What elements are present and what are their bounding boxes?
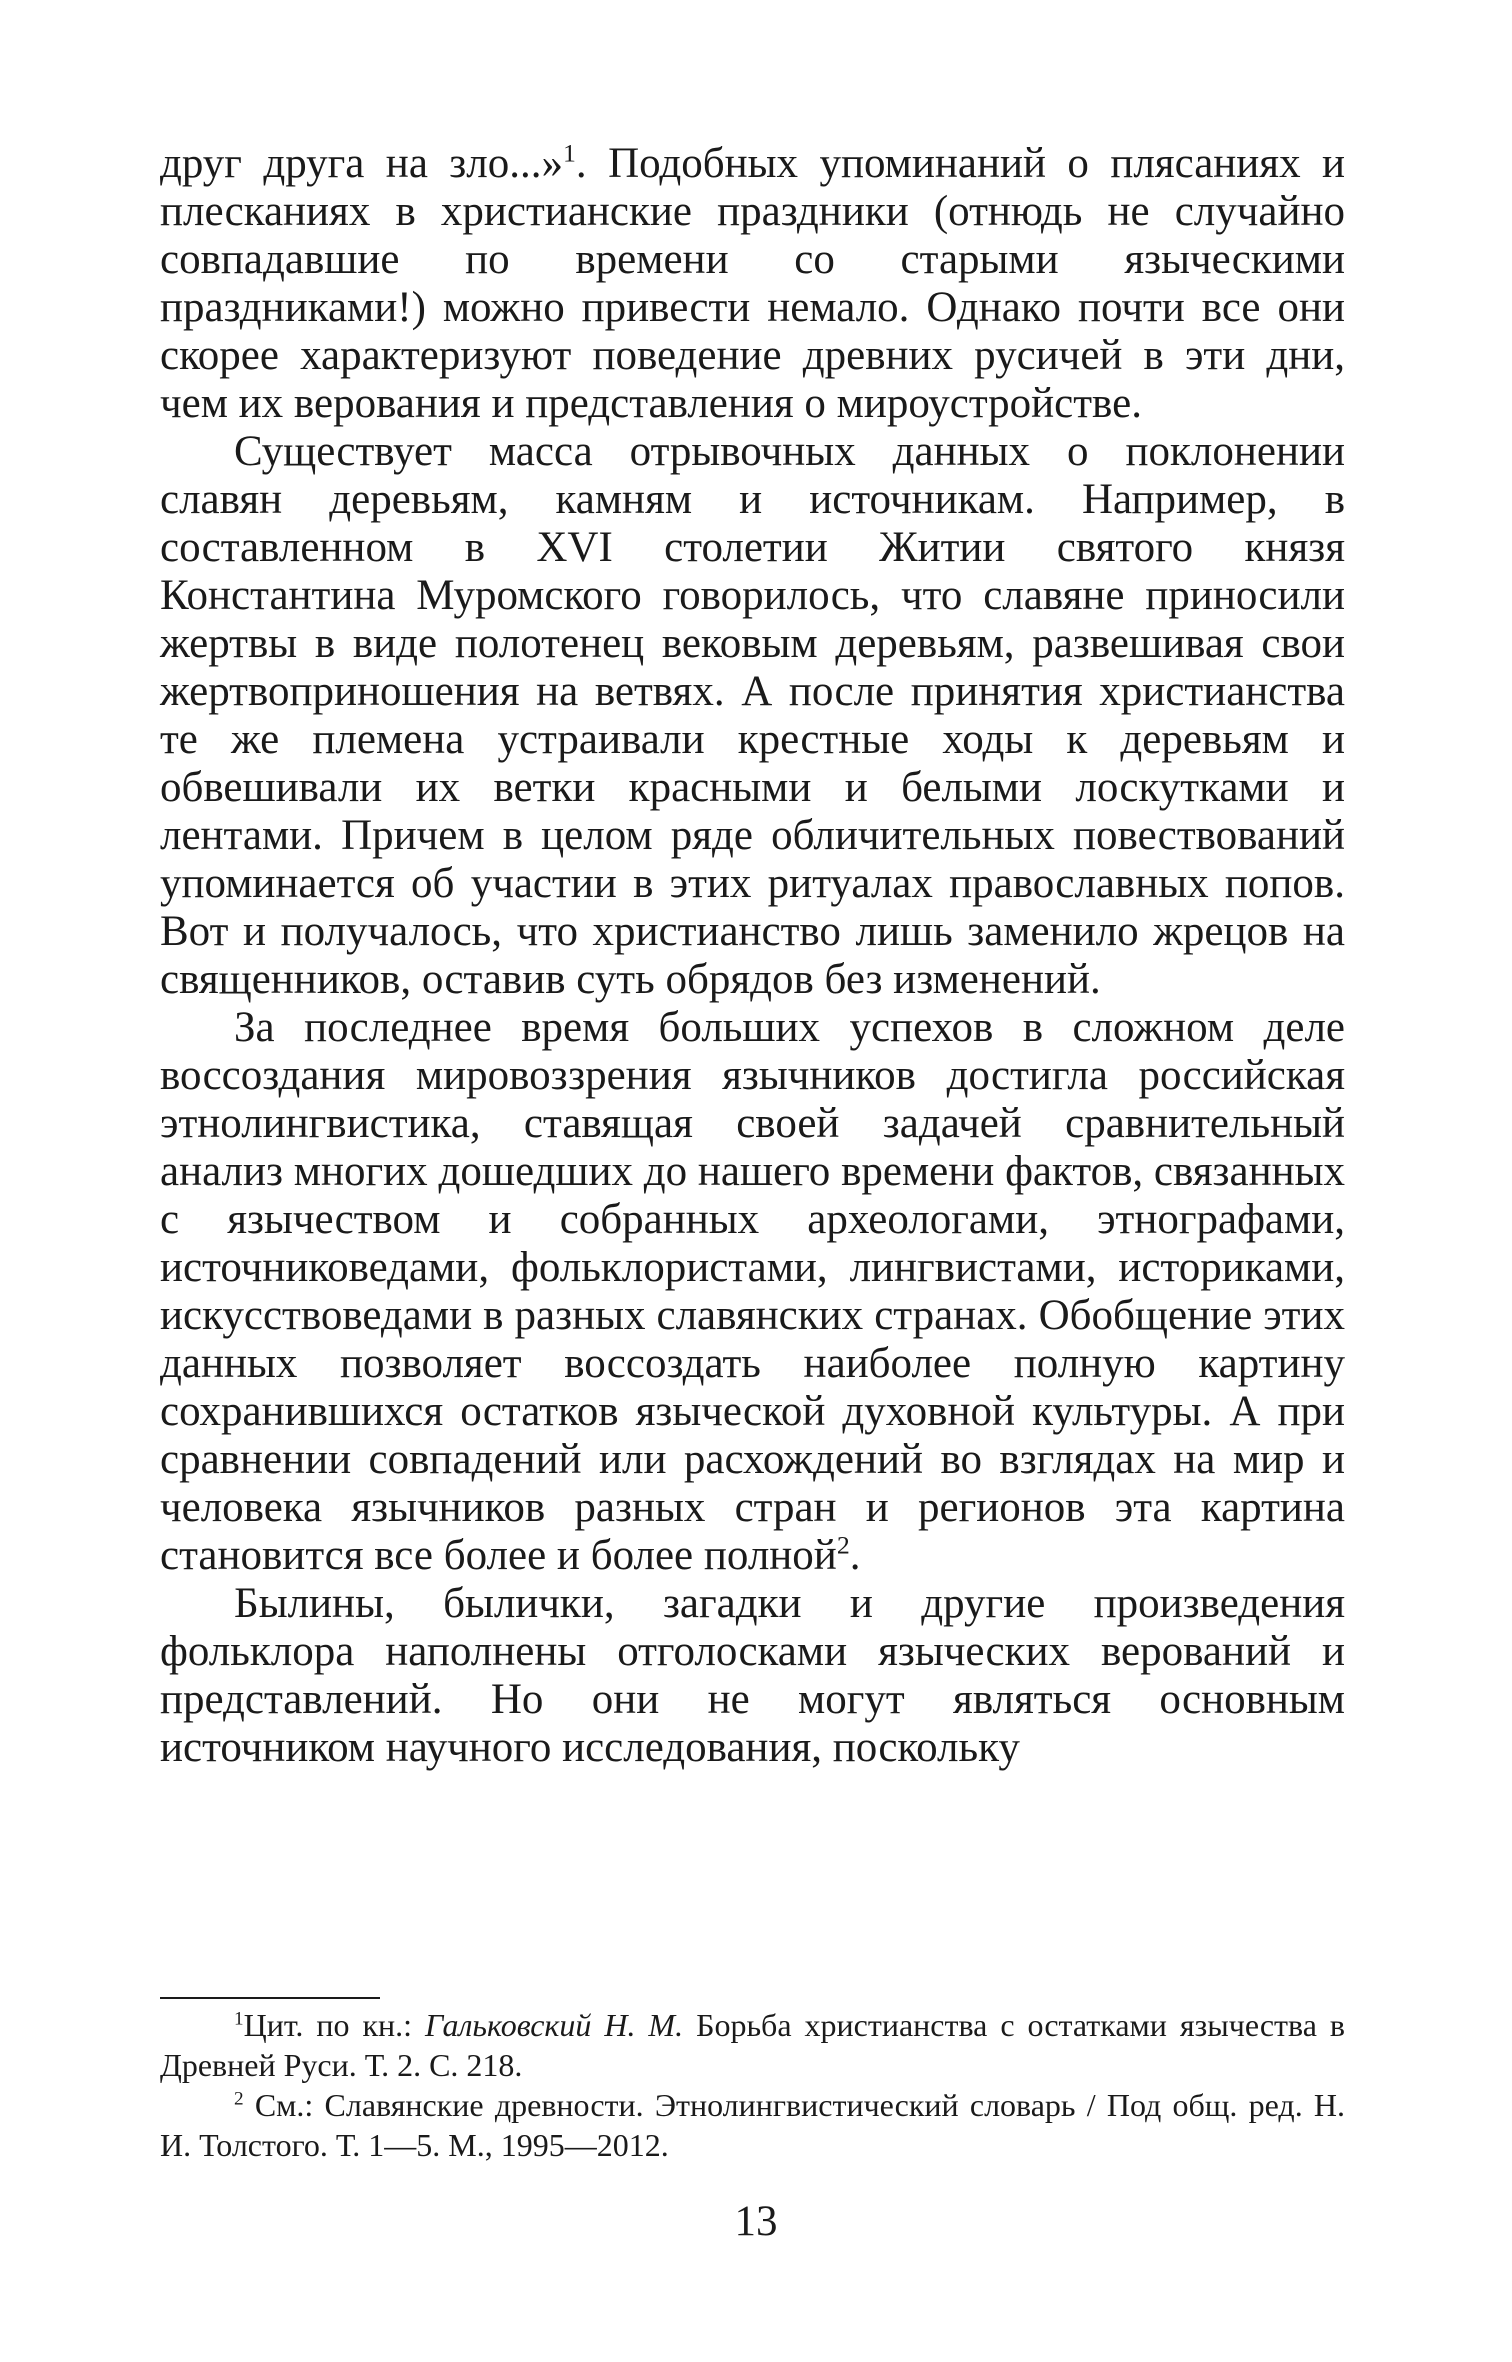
paragraph-3 (160, 1004, 1345, 1580)
footnote-1-author: Гальковский Н. М. (425, 2007, 684, 2043)
footnote-2-number: 2 (234, 2088, 244, 2110)
page-body (160, 140, 1345, 1772)
paragraph-1 (160, 140, 1345, 428)
footnote-ref-2: 2 (836, 1530, 850, 1560)
footnote-1-prefix: Цит. по кн.: (243, 2007, 426, 2043)
paragraph-1-text-start: друг друга на зло...» (160, 140, 564, 187)
paragraph-4: Былины, былички, загадки и другие произведения фольклора наполнены отголосками языческих верований и представлений. Но они не могут являться основным источником научного исследования, поскольку (160, 1580, 1345, 1771)
paragraph-3-text-start: За последнее время больших успехов в сложном деле воссоздания мировоззрения язычников достигла российская этнолингвистика, ставящая своей задачей сравнительный анализ многих дошедших до нашего времени фактов, связанных с язычеством и собранных археологами, этнографами, источниковедами, фольклористами, лингвистами, историками, искусствоведами в разных славянских странах. Обобщение этих данных позволяет воссоздать наиболее полную картину сохранившихся остатков языческой духовной культуры. А при сравнении совпадений или расхождений во взглядах на мир и человека язычников разных стран и регионов эта картина становится все более и более полной (160, 1004, 1345, 1579)
footnote-1-text: Борьба христианства с остатками язычества в Древней Руси. Т. 2. С. 218. (160, 2007, 1346, 2083)
paragraph-3-text-end: . (849, 1532, 861, 1579)
paragraph-1-text-end: . Подобных упоминаний о плясаниях и плесканиях в христианские праздники (отнюдь не случайно совпадавшие по времени со старыми языческими праздниками!) можно привести немало. Однако почти все они скорее характеризуют поведение древних русичей в эти дни, чем их верования и представления о мироустройстве. (160, 140, 1346, 427)
footnotes (160, 2005, 1345, 2165)
footnote-1 (160, 2005, 1345, 2085)
paragraph-2: Существует масса отрывочных данных о поклонении славян деревьям, камням и источникам. Например, в составленном в XVI столетии Житии святого князя Константина Муромского говорилось, что славяне приносили жертвы в виде полотенец вековым деревьям, развешивая свои жертвоприношения на ветвях. А после принятия христианства те же племена устраивали крестные ходы к деревьям и обвешивали их ветки красными и белыми лоскутками и лентами. Причем в целом ряде обличительных повествований упоминается об участии в этих ритуалах православных попов. Вот и получалось, что христианство лишь заменило жрецов на священников, оставив суть обрядов без изменений. (160, 428, 1345, 1003)
page-number: 13 (734, 2198, 778, 2245)
footnote-1-number: 1 (234, 2008, 244, 2030)
footnote-ref-1: 1 (563, 138, 576, 168)
footnote-separator (160, 1997, 380, 1999)
footnote-2-text: См.: Славянские древности. Этнолингвистический словарь / Под общ. ред. Н. И. Толстого. Т. 1—5. М., 1995—2012. (160, 2087, 1346, 2163)
footnote-2 (160, 2085, 1345, 2165)
